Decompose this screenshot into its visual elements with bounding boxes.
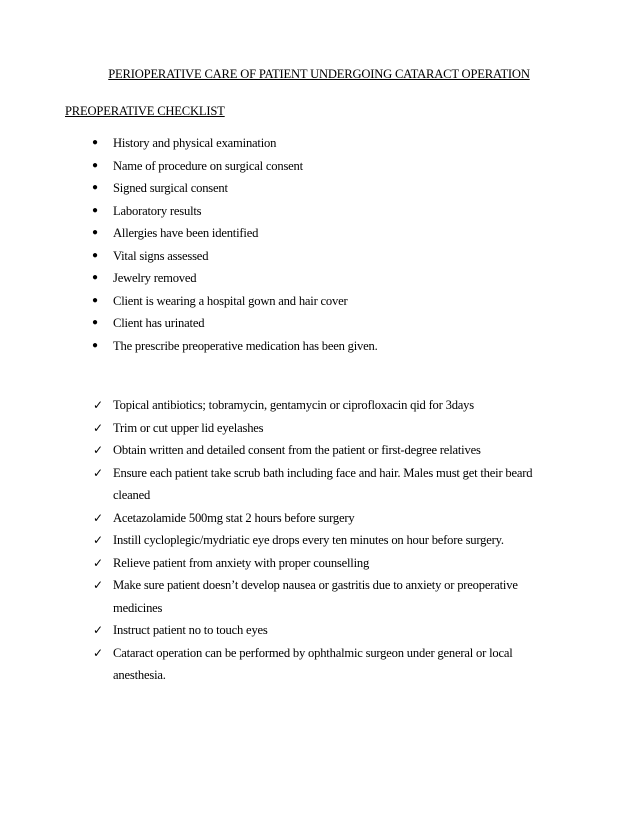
list-item-text: Instill cycloplegic/mydriatic eye drops every ten minutes on hour before surgery. — [113, 533, 504, 547]
bullet-icon: ● — [92, 249, 99, 261]
list-item — [0, 507, 638, 530]
list-item — [0, 417, 638, 440]
list-item — [0, 394, 638, 417]
list-item-text: Instruct patient no to touch eyes — [113, 623, 268, 637]
bullet-icon: ● — [92, 182, 99, 193]
list-item-text: Client is wearing a hospital gown and hair cover — [113, 293, 348, 308]
list-item-text: Allergies have been identified — [113, 226, 259, 240]
section-heading: PREOPERATIVE CHECKLIST — [65, 104, 225, 118]
list-item — [0, 462, 638, 507]
list-item-text: Make sure patient doesn’t develop nausea or gastritis due to anxiety or preoperative medicines — [113, 578, 518, 615]
list-item-text: Ensure each patient take scrub bath including face and hair. Males must get their beard cleaned — [113, 465, 533, 502]
checkmark-icon: ✓ — [93, 443, 104, 457]
list-item — [0, 267, 638, 290]
checkmark-icon: ✓ — [93, 510, 104, 525]
bullet-icon: ● — [92, 137, 99, 148]
list-item — [0, 155, 638, 178]
list-item — [0, 335, 638, 358]
list-item — [0, 312, 638, 335]
bullet-icon: ● — [92, 294, 99, 306]
checkmark-icon: ✓ — [93, 420, 104, 435]
checkmark-icon: ✓ — [93, 623, 104, 637]
list-item — [0, 529, 638, 552]
checkmark-icon: ✓ — [93, 578, 104, 592]
list-item-text: Jewelry removed — [113, 271, 197, 285]
list-item — [0, 245, 638, 268]
bullet-icon: ● — [92, 227, 99, 238]
bullet-icon: ● — [92, 317, 99, 328]
list-item-text: Laboratory results — [113, 203, 202, 218]
list-item-text: Trim or cut upper lid eyelashes — [113, 420, 264, 435]
checkmark-icon: ✓ — [93, 555, 104, 570]
list-item — [0, 439, 638, 462]
list-item-text: Vital signs assessed — [113, 248, 209, 263]
list-item — [0, 200, 638, 223]
list-item-text: Obtain written and detailed consent from the patient or first-degree relatives — [113, 443, 481, 457]
list-item-text: The prescribe preoperative medication has been given. — [113, 338, 378, 353]
list-item-text: Signed surgical consent — [113, 181, 228, 195]
bullet-icon: ● — [92, 204, 99, 216]
list-item — [0, 290, 638, 313]
bullet-icon: ● — [92, 272, 99, 283]
list-item — [0, 619, 638, 642]
bullet-icon: ● — [92, 159, 99, 171]
list-item — [0, 642, 638, 687]
list-item-text: Acetazolamide 500mg stat 2 hours before surgery — [113, 510, 355, 525]
checklist-bullets — [0, 132, 638, 357]
list-item — [0, 574, 638, 619]
list-item-text: Cataract operation can be performed by ophthalmic surgeon under general or local anesthesia. — [113, 645, 513, 682]
list-item-text: Topical antibiotics; tobramycin, gentamycin or ciprofloxacin qid for 3days — [113, 398, 474, 412]
list-item — [0, 552, 638, 575]
checklist-checkmarks — [0, 394, 638, 687]
list-item — [0, 177, 638, 200]
bullet-icon: ● — [92, 339, 99, 351]
checkmark-icon: ✓ — [93, 398, 104, 412]
list-item — [0, 222, 638, 245]
list-item — [0, 132, 638, 155]
checkmark-icon: ✓ — [93, 465, 104, 480]
list-item-text: Client has urinated — [113, 316, 205, 330]
checkmark-icon: ✓ — [93, 645, 104, 660]
document-title: PERIOPERATIVE CARE OF PATIENT UNDERGOING CATARACT OPERATION — [108, 67, 530, 81]
checkmark-icon: ✓ — [93, 533, 104, 547]
list-item-text: History and physical examination — [113, 136, 277, 150]
list-item-text: Name of procedure on surgical consent — [113, 158, 303, 173]
list-item-text: Relieve patient from anxiety with proper counselling — [113, 555, 370, 570]
